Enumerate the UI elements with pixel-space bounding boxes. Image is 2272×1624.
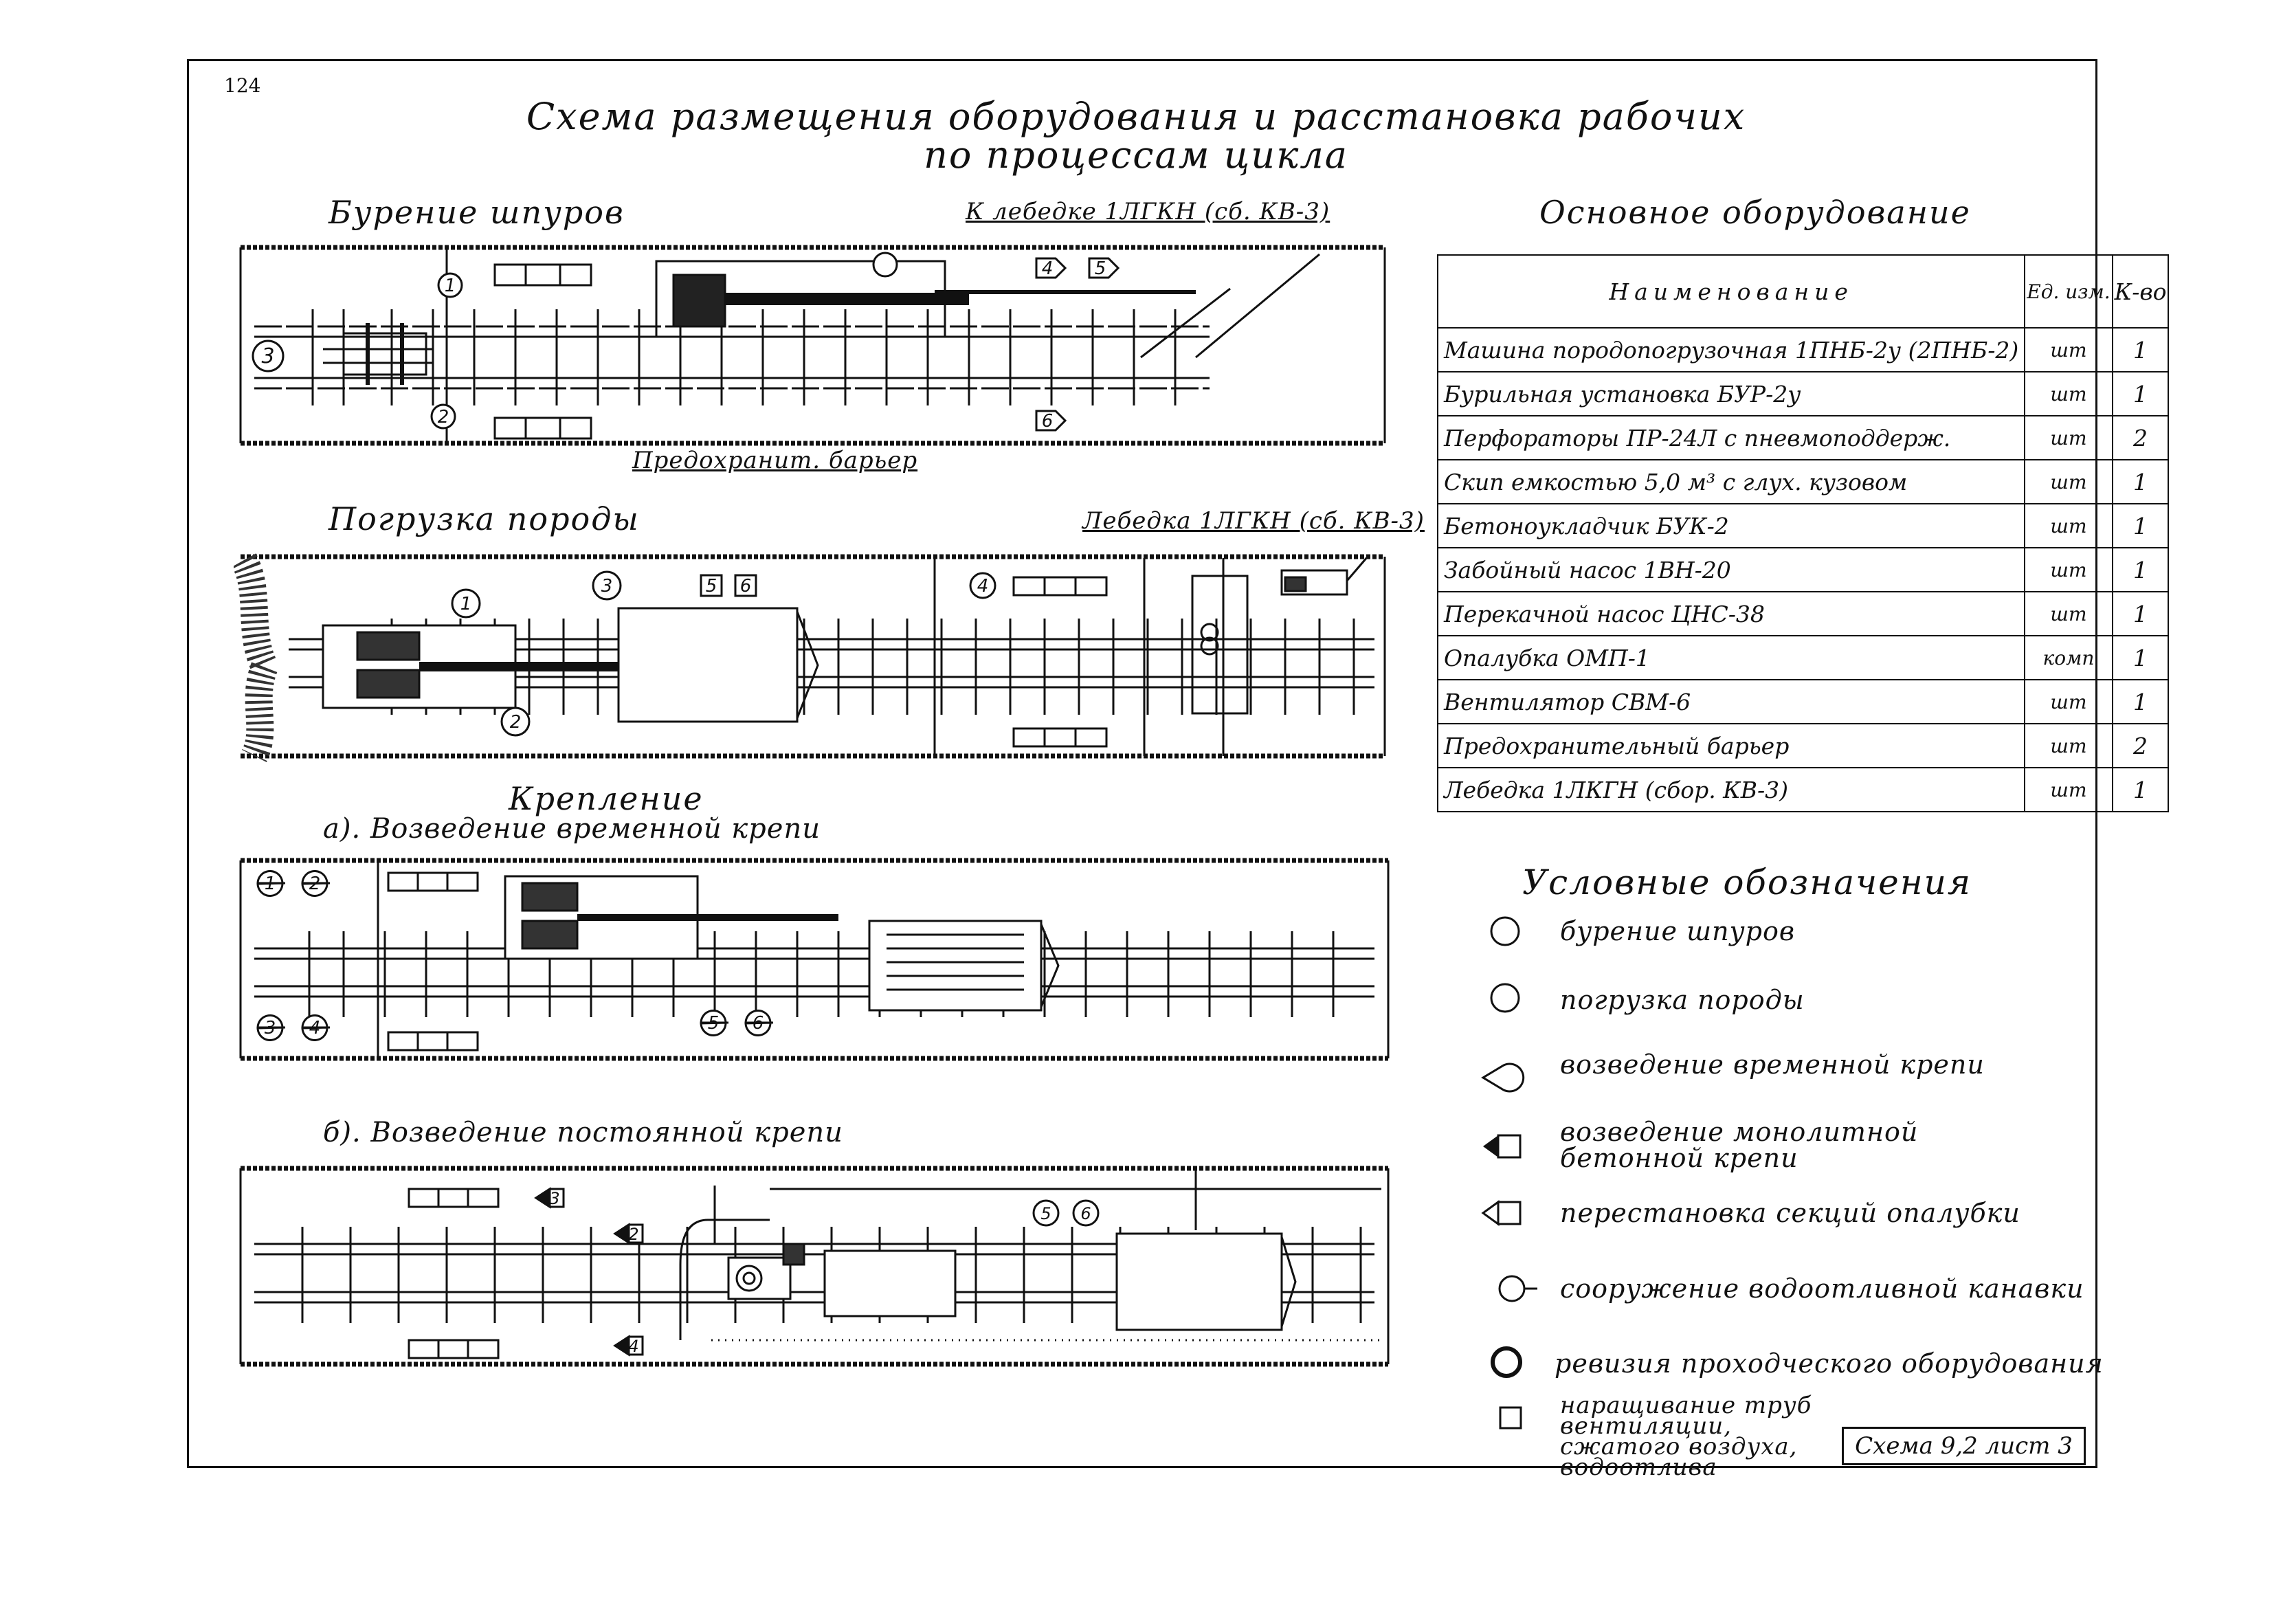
row-unit: шт <box>2025 460 2112 504</box>
row-name: Бетоноукладчик БУК-2 <box>1438 504 2025 548</box>
loading-winch-note: Лебедка 1ЛГКН (сб. КВ-3) <box>1082 507 1425 535</box>
circle-tail-icon <box>1495 1268 1550 1309</box>
perm-marker-3: 3 <box>549 1189 560 1208</box>
row-unit: шт <box>2025 724 2112 768</box>
load-marker-3: 3 <box>601 576 613 597</box>
legend-item-revision: ревизия проходческого оборудования <box>1555 1348 2104 1379</box>
table-row <box>1438 768 2168 812</box>
drill-marker-2: 2 <box>437 407 449 427</box>
page-subtitle: по процессам цикла <box>924 133 1348 177</box>
table-row <box>1438 592 2168 636</box>
row-name: Перфораторы ПР-24Л с пневмоподдерж. <box>1438 416 2025 460</box>
row-name: Опалубка ОМП-1 <box>1438 636 2025 680</box>
table-header-row <box>1438 255 2168 328</box>
drill-marker-3: 3 <box>261 344 275 368</box>
drill-marker-6: 6 <box>1041 411 1054 432</box>
drill-marker-4: 4 <box>1041 258 1054 279</box>
row-unit: шт <box>2025 592 2112 636</box>
load-marker-6: 6 <box>739 576 752 597</box>
temp-marker-2: 2 <box>309 874 321 894</box>
legend-item-drainage: сооружение водоотливной канавки <box>1560 1273 2084 1304</box>
square-icon <box>1495 1402 1529 1436</box>
circle-icon <box>1484 977 1526 1019</box>
row-name: Вентилятор СВМ-6 <box>1438 680 2025 724</box>
table-row <box>1438 416 2168 460</box>
row-qty: 2 <box>2113 416 2169 460</box>
legend-title: Условные обозначения <box>1522 863 1972 902</box>
table-row <box>1438 548 2168 592</box>
table-row <box>1438 680 2168 724</box>
row-name: Лебедка 1ЛКГН (сбор. КВ-3) <box>1438 768 2025 812</box>
support-title: Крепление <box>509 780 704 817</box>
page-title: Схема размещения оборудования и расстановка рабочих <box>526 95 1746 138</box>
page-number: 124 <box>224 74 261 97</box>
row-name: Бурильная установка БУР-2у <box>1438 372 2025 416</box>
row-qty: 1 <box>2113 548 2169 592</box>
row-qty: 1 <box>2113 768 2169 812</box>
load-marker-5: 5 <box>705 576 717 597</box>
table-row <box>1438 328 2168 372</box>
table-row <box>1438 460 2168 504</box>
equipment-title: Основное оборудование <box>1539 194 1971 231</box>
legend-item-temporary-support: возведение временной крепи <box>1560 1049 1985 1080</box>
equipment-table <box>1437 254 2169 812</box>
legend-item-drilling: бурение шпуров <box>1560 916 1795 946</box>
row-qty: 1 <box>2113 504 2169 548</box>
temp-marker-5: 5 <box>707 1013 720 1034</box>
legend-item-pipes: наращивание труб вентиляции, сжатого воздуха, водоотлива <box>1560 1392 1812 1481</box>
loading-diagram <box>234 550 1402 770</box>
row-name: Забойный насос 1ВН-20 <box>1438 548 2025 592</box>
drilling-diagram <box>234 241 1402 460</box>
row-unit: шт <box>2025 548 2112 592</box>
row-qty: 1 <box>2113 592 2169 636</box>
perm-marker-2: 2 <box>628 1225 639 1244</box>
row-qty: 1 <box>2113 372 2169 416</box>
row-name: Скип емкостью 5,0 м³ с глух. кузовом <box>1438 460 2025 504</box>
temporary-support-diagram <box>234 852 1402 1065</box>
perm-marker-5: 5 <box>1040 1204 1051 1223</box>
table-row <box>1438 636 2168 680</box>
row-qty: 2 <box>2113 724 2169 768</box>
drilling-title: Бурение шпуров <box>328 194 625 231</box>
header-qty: К-во <box>2113 255 2169 328</box>
row-unit: шт <box>2025 416 2112 460</box>
row-qty: 1 <box>2113 636 2169 680</box>
loading-title: Погрузка породы <box>328 500 640 537</box>
row-unit: шт <box>2025 372 2112 416</box>
row-unit: комп <box>2025 636 2112 680</box>
row-qty: 1 <box>2113 680 2169 724</box>
row-qty: 1 <box>2113 328 2169 372</box>
permanent-support-title: б). Возведение постоянной крепи <box>323 1117 843 1148</box>
row-qty: 1 <box>2113 460 2169 504</box>
temp-marker-1: 1 <box>264 874 276 894</box>
perm-marker-4: 4 <box>628 1337 639 1356</box>
row-unit: шт <box>2025 768 2112 812</box>
legend-item-formwork: перестановка секций опалубки <box>1560 1198 2020 1228</box>
row-name: Предохранительный барьер <box>1438 724 2025 768</box>
table-row <box>1438 504 2168 548</box>
perm-marker-6: 6 <box>1080 1204 1091 1223</box>
legend-item-concrete-support: возведение монолитной бетонной крепи <box>1560 1117 1919 1173</box>
row-unit: шт <box>2025 680 2112 724</box>
thick-circle-icon <box>1484 1342 1533 1383</box>
pointer-left-icon <box>1478 1057 1533 1098</box>
header-name: Наименование <box>1438 255 2025 328</box>
pointer-square-icon <box>1478 1192 1533 1234</box>
row-name: Перекачной насос ЦНС-38 <box>1438 592 2025 636</box>
permanent-support-diagram <box>234 1155 1402 1375</box>
circle-icon <box>1484 911 1526 952</box>
load-marker-2: 2 <box>509 712 522 733</box>
table-row <box>1438 724 2168 768</box>
temporary-support-title: а). Возведение временной крепи <box>323 813 821 845</box>
table-row <box>1438 372 2168 416</box>
load-marker-1: 1 <box>460 594 472 614</box>
header-unit: Ед. изм. <box>2025 255 2112 328</box>
drill-marker-5: 5 <box>1094 258 1106 279</box>
drill-marker-1: 1 <box>444 276 456 296</box>
barrier-note: Предохранит. барьер <box>632 447 918 474</box>
filled-pointer-square-icon <box>1478 1126 1533 1167</box>
row-unit: шт <box>2025 328 2112 372</box>
legend-item-loading: погрузка породы <box>1560 985 1805 1015</box>
row-name: Машина породопогрузочная 1ПНБ-2у (2ПНБ-2) <box>1438 328 2025 372</box>
temp-marker-3: 3 <box>264 1018 276 1038</box>
temp-marker-4: 4 <box>309 1018 321 1038</box>
sheet-stamp: Схема 9,2 лист 3 <box>1842 1427 2086 1465</box>
drilling-winch-note: К лебедке 1ЛГКН (сб. КВ-3) <box>966 198 1330 225</box>
load-marker-4: 4 <box>977 576 989 597</box>
temp-marker-6: 6 <box>752 1013 764 1034</box>
row-unit: шт <box>2025 504 2112 548</box>
